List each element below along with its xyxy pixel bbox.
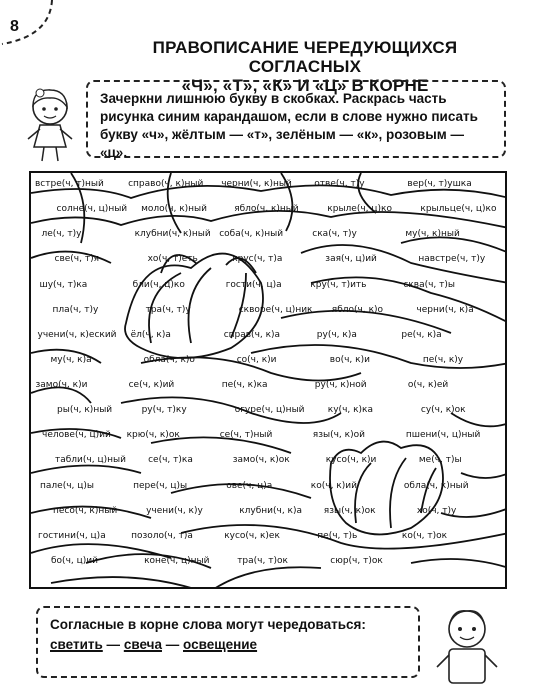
- corner-decoration: [0, 0, 60, 50]
- picture-word: ре(ч, к)а: [401, 329, 442, 340]
- picture-word: ябло(ч, к)о: [331, 304, 384, 315]
- picture-word: клубни(ч, к)а: [239, 505, 302, 516]
- page-number: 8: [10, 18, 19, 35]
- picture-word: отве(ч, т)у: [314, 179, 365, 189]
- picture-word: клубни(ч, к)ный: [134, 229, 211, 240]
- picture-word: замо(ч, к)и: [35, 380, 88, 390]
- picture-word: свe(ч, т)я: [54, 254, 100, 265]
- picture-word: хо(ч, т)у: [416, 505, 457, 516]
- picture-word: позоло(ч, т)а: [131, 530, 193, 541]
- rule-text: Согласные в корне слова могут чередоваться:: [50, 617, 366, 632]
- picture-word: черни(ч, к)а: [416, 304, 474, 315]
- picture-word: сюр(ч, т)ок: [330, 555, 383, 566]
- picture-word: ме(ч, т)ы: [418, 455, 462, 466]
- picture-word: язы(ч, к)ой: [312, 430, 365, 441]
- picture-word: со(ч, к)и: [236, 354, 277, 365]
- picture-word: су(ч, к)ок: [420, 405, 466, 416]
- rule-example-3: освещение: [183, 637, 258, 652]
- picture-word: песо(ч, к)ный: [53, 505, 118, 516]
- instruction-text: Зачеркни лишнюю букву в скобках. Раскрась часть рисунка синим карандашом, если в слове нужно писать букву «ч», жёлтым — «т», зелёным — «к», розовым — «ц».: [100, 91, 478, 160]
- picture-word: во(ч, к)и: [329, 354, 370, 365]
- picture-word: му(ч, к)а: [50, 354, 92, 365]
- rule-example-1: светить: [50, 637, 103, 652]
- picture-word: обла(ч, к)о: [143, 354, 195, 365]
- picture-word: пe(ч, к)ка: [221, 380, 268, 390]
- picture-word: челове(ч, ц)ий: [42, 430, 111, 441]
- picture-word: ру(ч, к)ной: [314, 380, 367, 390]
- dash-1: —: [106, 637, 121, 652]
- picture-word: вер(ч, т)ушка: [407, 179, 472, 189]
- picture-word: пла(ч, т)у: [52, 304, 99, 315]
- picture-word: ко(ч, к)ий: [310, 480, 357, 491]
- picture-word: ку(ч, к)ка: [327, 405, 374, 416]
- picture-word: му(ч, к)ный: [405, 229, 460, 240]
- picture-word: пе(ч, к)у: [422, 354, 464, 365]
- instruction-box: [86, 80, 506, 158]
- picture-word: кусо(ч, к)ек: [224, 530, 280, 541]
- picture-word: кусо(ч, к)и: [325, 455, 377, 466]
- picture-word: пере(ч, ц)ы: [133, 480, 188, 491]
- picture-word: учени(ч, к)у: [146, 505, 203, 516]
- picture-word: ру(ч, к)а: [316, 329, 357, 340]
- picture-word: сква(ч, т)ы: [403, 279, 456, 290]
- picture-word: крю(ч, к)ок: [126, 430, 180, 441]
- picture-word: навстре(ч, т)у: [418, 254, 486, 265]
- picture-word: черни(ч, к)ный: [221, 179, 292, 189]
- rule-examples: [50, 636, 406, 654]
- picture-word: крус(ч, т)а: [232, 254, 283, 265]
- picture-word: гостини(ч, ц)а: [38, 530, 106, 541]
- boy-illustration: [432, 605, 502, 695]
- title-line-1: ПРАВОПИСАНИЕ ЧЕРЕДУЮЩИХСЯ СОГЛАСНЫХ: [152, 38, 458, 76]
- picture-word: скворе(ч, ц)ник: [238, 304, 313, 315]
- picture-word: кру(ч, т)ить: [310, 279, 367, 290]
- picture-word: ры(ч, к)ный: [57, 405, 113, 416]
- picture-word: встре(ч, т)ный: [35, 179, 104, 189]
- picture-word: се(ч, т)ный: [219, 430, 273, 441]
- picture-word: зая(ч, ц)ий: [325, 254, 377, 265]
- picture-word: пе(ч, т)ь: [317, 530, 358, 541]
- picture-word: пшени(ч, ц)ный: [405, 430, 481, 441]
- picture-word: ко(ч, т)ок: [401, 530, 448, 541]
- picture-word: тра(ч, т)ок: [237, 555, 288, 566]
- picture-word: се(ч, к)ий: [128, 380, 175, 390]
- picture-word: ёл(ч, к)а: [130, 329, 171, 340]
- picture-word: замо(ч, к)ок: [232, 455, 290, 466]
- picture-word: справ(ч, к)а: [223, 329, 281, 340]
- picture-word: ове(ч, ц)а: [226, 480, 273, 491]
- girl-illustration: [20, 85, 80, 165]
- picture-word: крыльце(ч, ц)ко: [420, 204, 497, 215]
- picture-word: солне(ч, ц)ный: [56, 204, 128, 215]
- picture-word: моло(ч, к)ный: [141, 204, 207, 215]
- picture-word: шу(ч, т)ка: [39, 279, 88, 290]
- picture-word: гости(ч, ц)а: [225, 279, 282, 290]
- picture-word: учени(ч, к)еский: [37, 329, 117, 340]
- picture-word: крыле(ч, ц)ко: [327, 204, 392, 215]
- picture-word: обла(ч, к)ный: [403, 480, 469, 491]
- rule-example-2: свеча: [123, 637, 162, 652]
- picture-word: ру(ч, т)ку: [141, 405, 187, 416]
- picture-word: ябло(ч, к)ный: [234, 204, 299, 215]
- picture-word: бли(ч, ц)ко: [132, 279, 185, 290]
- coloring-picture: [29, 171, 507, 589]
- picture-word: хо(ч, т)еть: [147, 254, 198, 265]
- picture-word: тра(ч, т)у: [145, 304, 191, 315]
- picture-word: соба(ч, к)ный: [219, 229, 284, 240]
- picture-word: огурe(ч, ц)ный: [234, 405, 305, 416]
- picture-word: о(ч, к)ей: [407, 380, 449, 390]
- picture-word: се(ч, т)ка: [148, 455, 193, 466]
- rule-box: [36, 606, 420, 678]
- dash-2: —: [165, 637, 180, 652]
- picture-word: ска(ч, т)у: [312, 229, 357, 240]
- title-line-2: «Ч», «Т», «К» И «Ц» В КОРНЕ: [181, 76, 429, 95]
- picture-word: пале(ч, ц)ы: [40, 480, 94, 491]
- picture-word: коне(ч, ц)ный: [144, 555, 210, 566]
- picture-word: справо(ч, к)ный: [128, 179, 204, 189]
- picture-word: бо(ч, ц)ий: [51, 555, 98, 566]
- picture-word: ле(ч, т)у: [41, 229, 82, 240]
- picture-word: табли(ч, ц)ный: [55, 455, 126, 466]
- picture-word: язы(ч, к)ок: [323, 505, 376, 516]
